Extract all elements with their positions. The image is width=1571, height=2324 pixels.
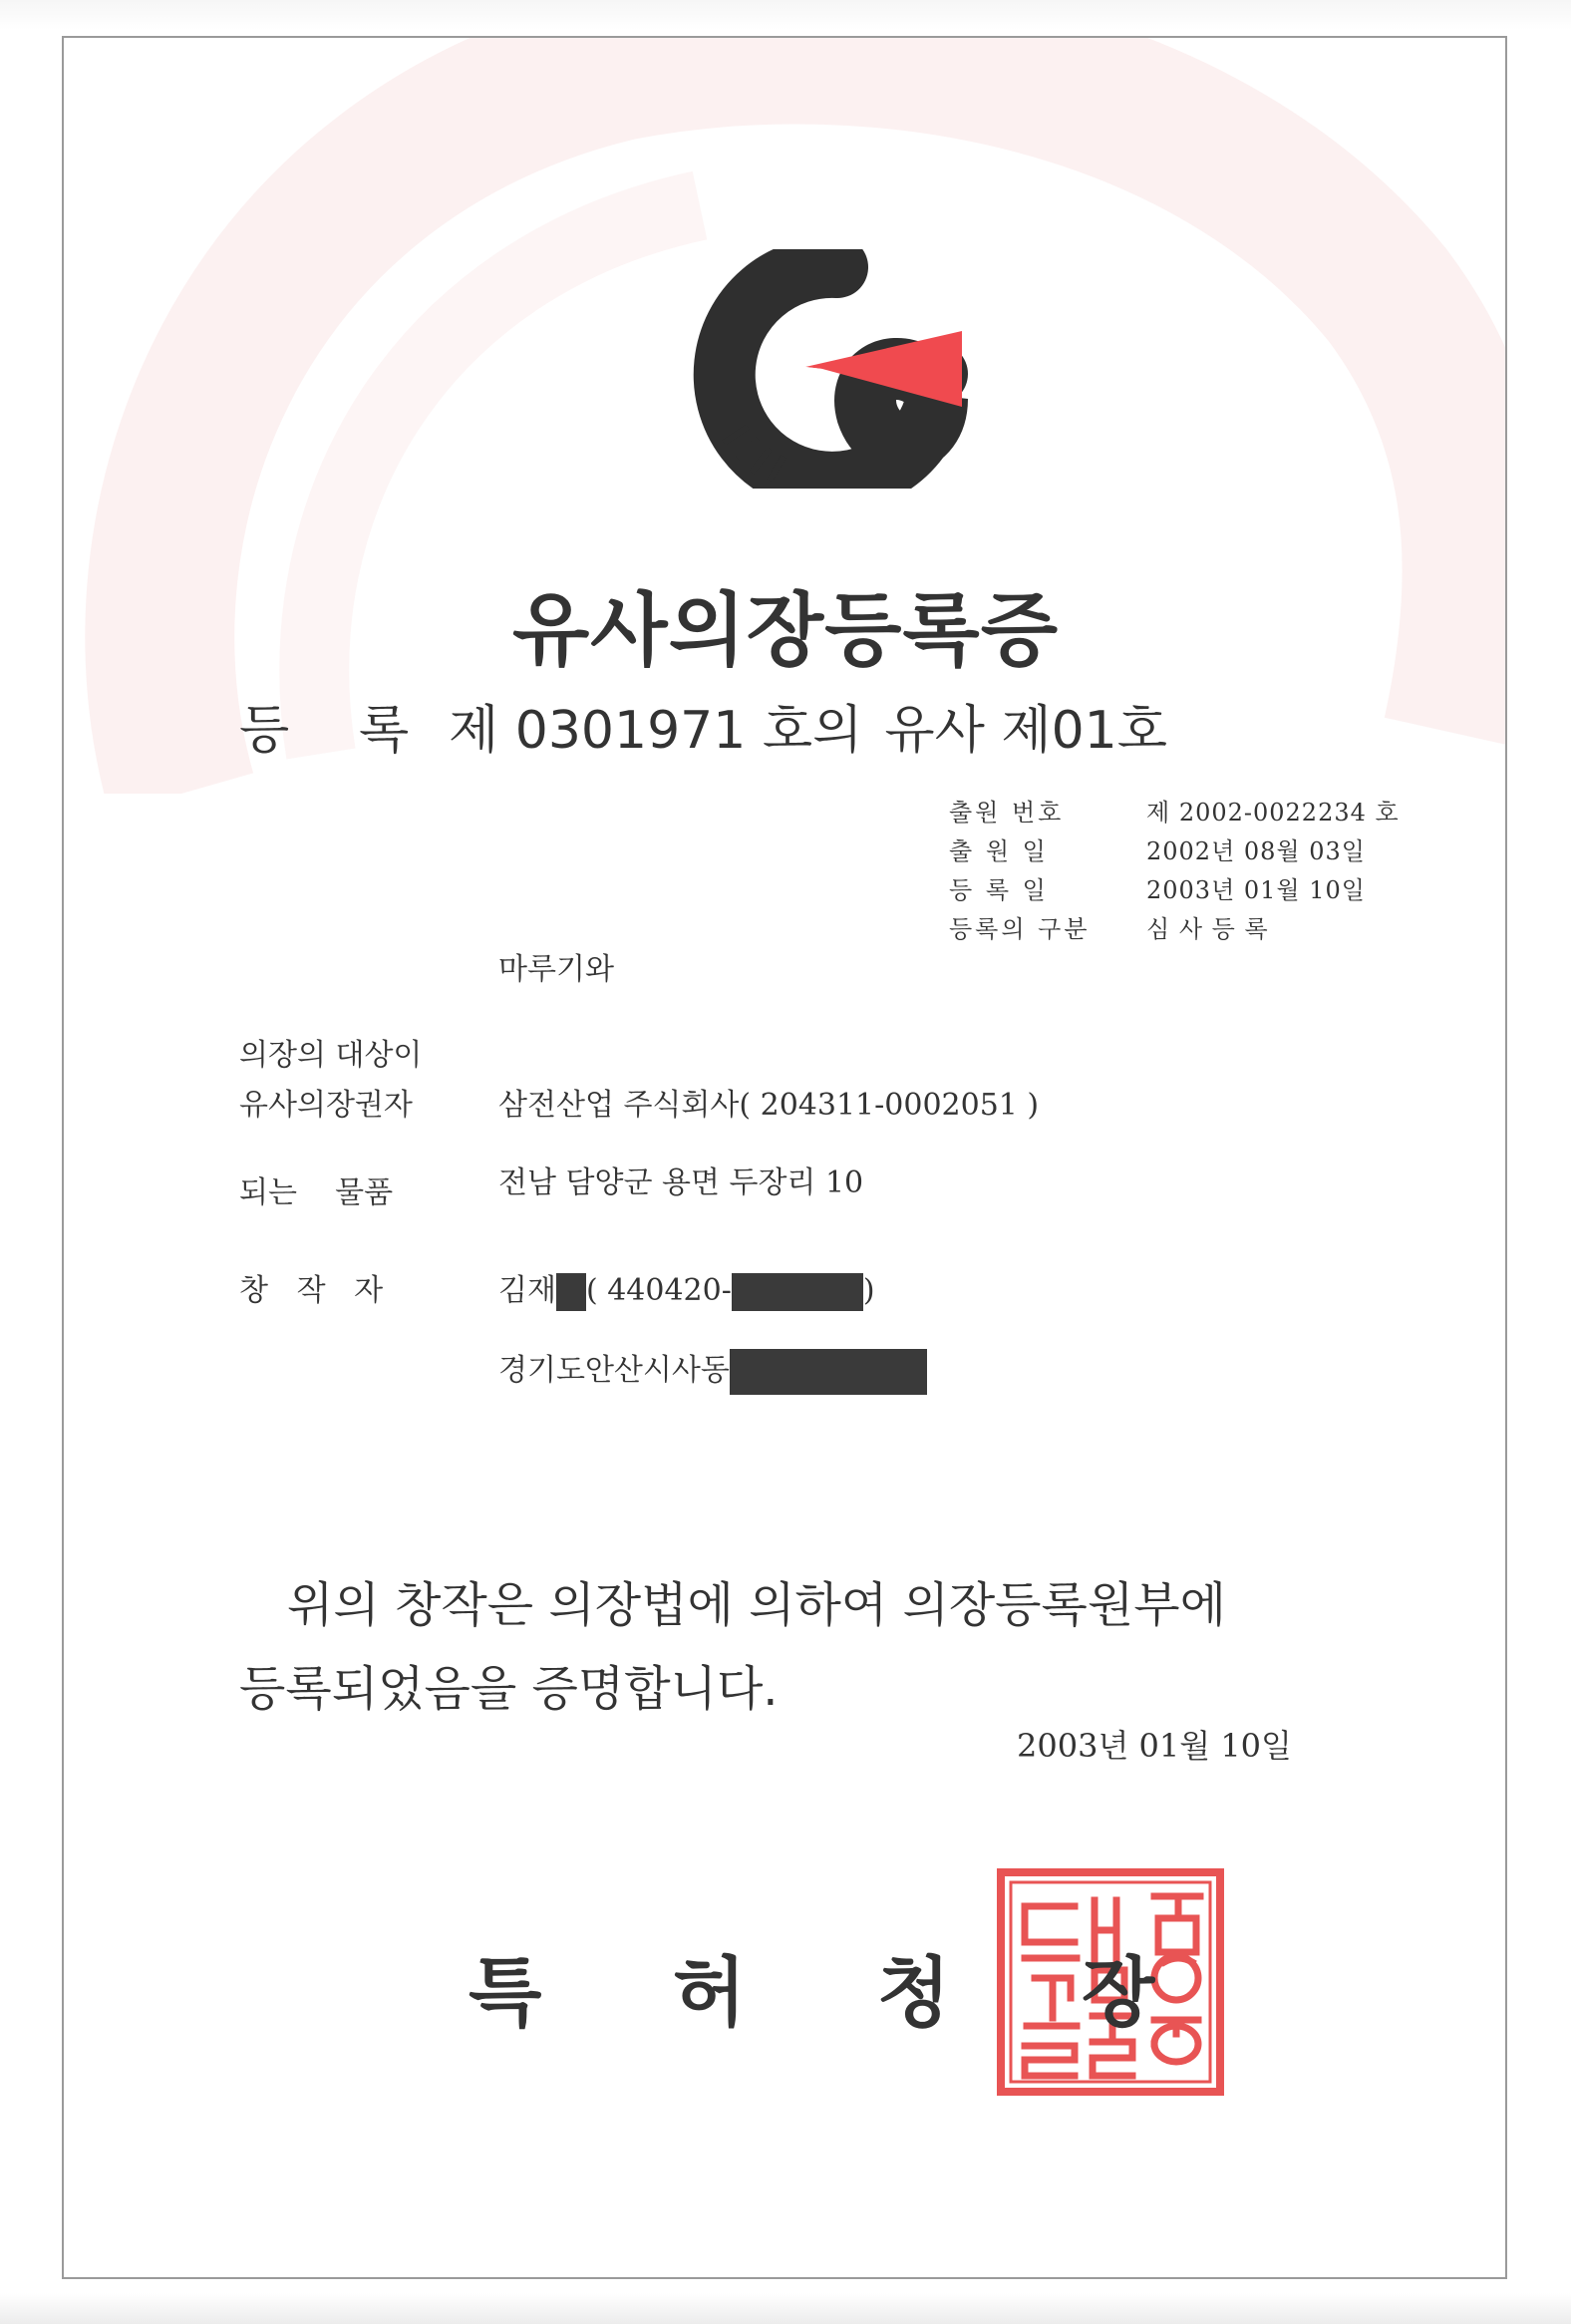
info-value: 2002년 08월 03일: [1146, 837, 1366, 865]
creator-name-line: [498, 1268, 875, 1314]
office-char: 장: [1082, 1948, 1155, 2037]
registration-prefix-2: 록: [359, 701, 410, 761]
owner-address: 전남 담양군 용면 두장리 10: [498, 1165, 864, 1200]
office-char: 특: [469, 1948, 542, 2037]
creator-label: 창 작 자: [239, 1273, 384, 1308]
registration-prefix: 등: [239, 701, 290, 761]
info-value: 제 2002-0022234 호: [1146, 799, 1400, 827]
creator-address: 경기도안산시사동: [498, 1353, 730, 1388]
owner-name: 삼전산업 주식회사( 204311-0002051 ): [498, 1088, 1040, 1123]
creator-id-close: ): [862, 1273, 875, 1308]
info-row-application-number: [949, 794, 1400, 832]
statement-line2: 등록되었음을 증명합니다.: [239, 1661, 779, 1717]
registration-number: 제 0301971 호의: [449, 701, 863, 761]
certification-statement: [239, 1563, 1226, 1731]
info-row-registration-type: [949, 910, 1400, 949]
redaction-box: [730, 1349, 927, 1395]
creator-name-prefix: 김재: [498, 1273, 556, 1308]
office-char: 허: [673, 1948, 747, 2037]
owner-label: 유사의장권자: [239, 1088, 413, 1123]
korean-government-emblem-logo: [688, 249, 987, 489]
info-label: 등 록 일: [949, 876, 1049, 904]
similar-design-number: 유사 제01호: [884, 701, 1167, 761]
statement-line1: 위의 창작은 의장법에 의하여 의장등록원부에: [287, 1577, 1227, 1633]
issue-date: 2003년 01월 10일: [1017, 1727, 1292, 1765]
certificate-title: 유사의장등록증: [512, 584, 1059, 677]
application-info-block: [949, 794, 1400, 949]
article-label-line1: 의장의 대상이: [239, 1038, 423, 1073]
redaction-box: [556, 1273, 586, 1311]
info-value: 2003년 01월 10일: [1146, 876, 1366, 904]
info-label: 출 원 일: [949, 837, 1049, 865]
registration-number-line: [239, 688, 1167, 763]
office-char: 청: [877, 1948, 951, 2037]
redaction-box: [732, 1273, 863, 1311]
creator-id-open: ( 440420-: [585, 1273, 732, 1308]
info-label: 출원 번호: [949, 799, 1065, 827]
creator-address-line: [498, 1348, 927, 1395]
info-label: 등록의 구분: [949, 915, 1091, 943]
info-row-application-date: [949, 832, 1400, 871]
info-row-registration-date: [949, 871, 1400, 910]
article-label-line2: 되는 물품: [239, 1175, 394, 1210]
info-value: 심 사 등 록: [1146, 915, 1269, 943]
article-value: 마루기와: [498, 952, 614, 987]
